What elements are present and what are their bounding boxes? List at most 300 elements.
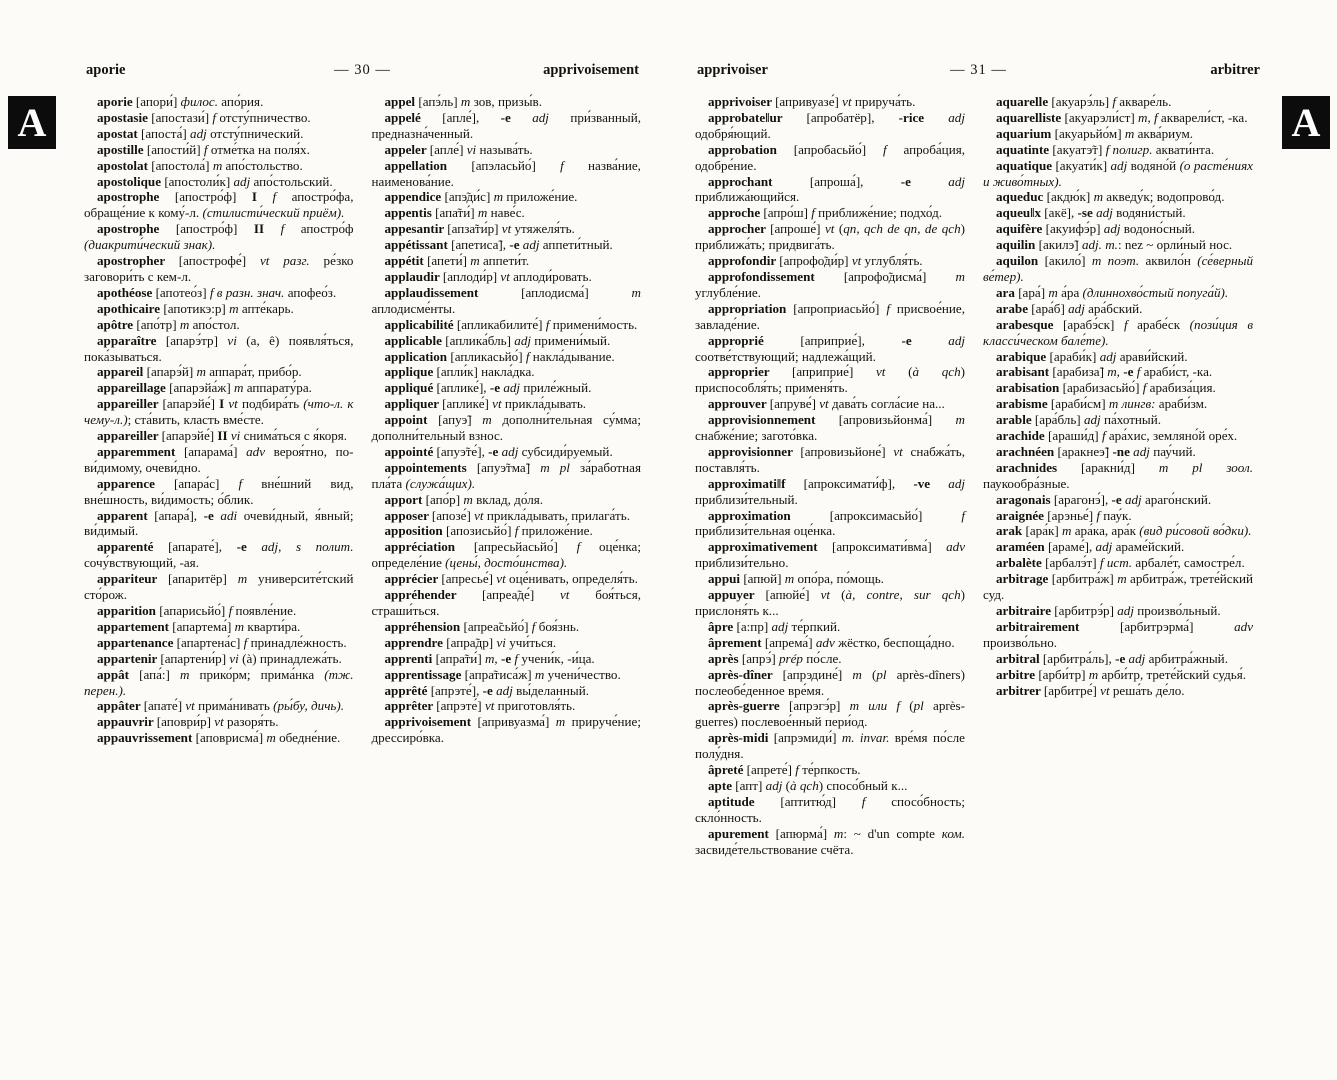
- entry-headword: arak: [996, 523, 1026, 539]
- entry-text: оце́нка; определе́ние: [371, 539, 641, 571]
- dictionary-entry: [695, 539, 965, 571]
- entry-headword: arachide: [996, 428, 1049, 444]
- entry-grammar-label: vt: [819, 396, 832, 412]
- entry-text: арави́йский.: [1119, 348, 1188, 364]
- entry-headword: appliqué: [384, 380, 437, 396]
- entry-text: присвое́ние, завладе́ние.: [695, 300, 965, 332]
- entry-grammar-label: m лингв:: [1108, 396, 1159, 412]
- entry-headword: après-dîner: [708, 666, 783, 682]
- entry-grammar-label: f: [882, 141, 904, 157]
- entry-text: [апрофо̃ди́р]: [779, 253, 852, 269]
- entry-text: [апрема́]: [764, 634, 816, 650]
- entry-text: появле́ние.: [235, 603, 297, 618]
- dictionary-entry: [372, 683, 642, 699]
- dictionary-entry: [983, 492, 1253, 508]
- entry-headword: appareiller: [97, 396, 163, 412]
- dictionary-entry: [372, 508, 642, 524]
- entry-text: наве́с.: [490, 205, 525, 221]
- entry-text: учени́чество.: [547, 666, 621, 682]
- entry-grammar-label: f: [1142, 380, 1150, 396]
- dictionary-entry: [695, 698, 965, 730]
- entry-text: [аплике́]: [442, 396, 493, 412]
- entry-headword: applaudir: [384, 268, 443, 284]
- entry-text: [апликабилите́]: [456, 316, 546, 332]
- entry-headword: apostolique: [97, 173, 165, 189]
- entry-headword: approuver: [708, 396, 770, 412]
- entry-text: спосо́бность; скло́нность.: [695, 793, 965, 825]
- entry-text: [апрэ́]: [741, 650, 779, 666]
- dictionary-entry: [695, 762, 965, 778]
- entry-text: араби́ст, -ка.: [1143, 364, 1213, 380]
- entry-grammar-label: adj: [1083, 412, 1104, 428]
- guide-word-right: arbitrer: [1210, 62, 1260, 78]
- dictionary-entry: [84, 714, 354, 730]
- entry-grammar-label: f: [1096, 507, 1104, 523]
- entry-headword: apprivoisement: [384, 714, 478, 730]
- entry-headword: apposer: [384, 507, 432, 523]
- entry-grammar-label: f: [212, 109, 220, 125]
- dictionary-entry: [695, 253, 965, 269]
- entry-headword: aquifère: [996, 221, 1046, 237]
- text-column: [983, 94, 1253, 858]
- entry-headword: appoint: [384, 412, 439, 428]
- dictionary-entry: [372, 317, 642, 333]
- entry-text: ара́бский.: [1088, 300, 1143, 316]
- entry-grammar-label: m: [955, 412, 965, 428]
- entry-headword: aquilin: [996, 237, 1039, 253]
- entry-text: прируча́ть.: [854, 94, 916, 109]
- page-31-header: [695, 62, 1262, 86]
- guide-word-left: aporie: [86, 62, 126, 78]
- entry-text: акварели́ст, -ка.: [1160, 109, 1248, 125]
- entry-text: [акилэ̃]: [1038, 237, 1082, 253]
- entry-grammar-label: f в разн. знач.: [209, 284, 288, 300]
- entry-grammar-label: adj, s полит.: [261, 539, 354, 555]
- entry-text: [акуарьйо́м]: [1054, 125, 1125, 141]
- entry-text: паукообра́зные.: [983, 475, 1070, 491]
- entry-text: апо́стольство.: [225, 157, 303, 173]
- entry-text: университе́тский сто́рож.: [84, 571, 354, 603]
- entry-text: [апотео́з]: [155, 284, 210, 300]
- entry-headword: arable: [996, 412, 1035, 428]
- entry-text: [акуарэ́ль]: [1051, 94, 1113, 109]
- entry-text: après-guerres) послевое́нный пери́од.: [695, 698, 966, 730]
- entry-text: при́званный, предназна́ченный.: [371, 109, 641, 141]
- entry-grammar-label: adv: [246, 443, 274, 459]
- dictionary-entry: [372, 444, 642, 460]
- letter-tab-right: A: [1282, 96, 1330, 149]
- entry-text: [апра̃тиса́ж]: [464, 666, 535, 682]
- page-31: [695, 62, 1262, 858]
- entry-headword: apostille: [97, 141, 147, 157]
- entry-headword: appendice: [384, 189, 445, 205]
- dictionary-entry: [84, 428, 354, 444]
- entry-headword: apothéose: [97, 284, 156, 300]
- dictionary-entry: [84, 253, 354, 285]
- entry-grammar-label: f: [1123, 316, 1138, 332]
- entry-grammar-label: vi: [227, 332, 247, 348]
- entry-headword: appel: [384, 94, 419, 109]
- entry-text: [ара́б]: [1031, 300, 1069, 316]
- dictionary-entry: [983, 301, 1253, 317]
- entry-headword: apparaître: [97, 332, 166, 348]
- entry-text: [апрэте́]: [436, 698, 485, 714]
- entry-text: [аплике́],: [436, 380, 490, 396]
- entry-headword: appareiller: [97, 428, 162, 444]
- entry-grammar-label: adj: [1095, 539, 1116, 555]
- entry-text: засвиде́тельствование счёта.: [695, 841, 854, 857]
- entry-headword: apprendre: [384, 634, 447, 650]
- entry-headword: -rice: [898, 109, 949, 125]
- dictionary-entry: [983, 110, 1253, 126]
- dictionary-entry: [695, 667, 965, 699]
- entry-text: снабже́ние; загото́вка.: [695, 428, 818, 444]
- entry-text: [ара́бль]: [1034, 412, 1084, 428]
- entry-headword: aragonais: [996, 491, 1054, 507]
- entry-grammar-label: m: [631, 284, 641, 300]
- dictionary-entry: [372, 364, 642, 380]
- entry-grammar-label: (о расте́ниях и живо́тных).: [983, 157, 1253, 189]
- dictionary-entry: [372, 714, 642, 746]
- entry-headword: araméen: [996, 539, 1048, 555]
- text-column: [372, 94, 642, 746]
- dictionary-entry: [695, 444, 965, 476]
- dictionary-entry: [372, 237, 642, 253]
- dictionary-entry: [983, 539, 1253, 555]
- entry-text: аплоди́ровать.: [513, 268, 592, 284]
- entry-headword: appétissant: [384, 237, 452, 253]
- dictionary-entry: [983, 619, 1253, 651]
- dictionary-entry: [695, 205, 965, 221]
- entry-grammar-label: vi: [230, 428, 244, 444]
- entry-grammar-label: f: [514, 523, 522, 539]
- entry-text: принадле́жность.: [250, 634, 347, 650]
- entry-headword: -e: [482, 682, 497, 698]
- entry-text: [араме́],: [1048, 539, 1096, 555]
- dictionary-entry: [695, 221, 965, 253]
- entry-text: прируче́ние; дрессиро́вка.: [371, 714, 641, 746]
- dictionary-entry: [84, 571, 354, 603]
- entry-grammar-label: f: [795, 762, 803, 778]
- entry-headword: aquarium: [996, 125, 1055, 141]
- entry-text: [апрете́]: [746, 762, 796, 778]
- entry-text: ) приспособля́ть; применя́ть.: [695, 364, 965, 396]
- entry-grammar-label: (вид ри́совой во́дки).: [1139, 523, 1252, 539]
- entry-grammar-label: à qch: [790, 777, 819, 793]
- entry-grammar-label: ком.: [941, 825, 966, 841]
- entry-text: (: [785, 777, 791, 793]
- entry-text: аппети́тный.: [542, 237, 613, 253]
- dictionary-entry: [983, 142, 1253, 158]
- entry-headword: appareillage: [97, 380, 170, 396]
- entry-text: [арбитрэ́р]: [1054, 603, 1118, 618]
- entry-grammar-label: m: [493, 189, 507, 205]
- entry-headword: approprier: [708, 364, 793, 380]
- entry-text: апо́стольский.: [253, 173, 333, 189]
- dictionary-entry: [372, 619, 642, 635]
- entry-text: апофео́з.: [287, 284, 337, 300]
- entry-text: [апа̃ти́]: [435, 205, 478, 221]
- entry-text: [араби́к]: [1049, 348, 1100, 364]
- entry-grammar-label: филос.: [180, 94, 222, 109]
- entry-grammar-label: m,: [1107, 364, 1124, 380]
- entry-text: [апроше́]: [770, 221, 825, 237]
- entry-headword: appellation: [384, 157, 472, 173]
- entry-grammar-label: qn, qch de qn, de qch: [843, 221, 961, 237]
- dictionary-entry: [84, 619, 354, 635]
- entry-text: [апробасьйо́]: [793, 141, 883, 157]
- entry-text: [апликасьйо́]: [450, 348, 526, 364]
- entry-grammar-label: adj: [1103, 221, 1124, 237]
- entry-text: боя́знь.: [538, 618, 580, 634]
- dictionary-entry: [695, 476, 965, 508]
- entry-text: отме́тка на поля́х.: [210, 141, 310, 157]
- entry-text: [апровизьйоне́]: [800, 443, 894, 459]
- entry-headword: approvisionner: [708, 443, 801, 459]
- entry-text: аппара́т, прибо́р.: [209, 364, 302, 380]
- entry-text: аплодисме́нты.: [371, 300, 456, 316]
- entry-headword: -e: [1123, 364, 1137, 380]
- entry-grammar-label: m: [196, 364, 210, 380]
- entry-grammar-label: vt: [851, 253, 865, 269]
- entry-text: [апюйе́]: [765, 587, 821, 603]
- entry-text: [апарэйе́]: [162, 396, 220, 412]
- entry-grammar-label: f: [280, 221, 301, 237]
- entry-text: [апровизьйонма́]: [838, 412, 956, 428]
- entry-text: [апара́с]: [174, 475, 239, 491]
- entry-text: (à) принадлежа́ть.: [242, 650, 342, 666]
- dictionary-entry: [372, 94, 642, 110]
- dictionary-entry: [84, 317, 354, 333]
- entry-headword: après-midi: [708, 730, 774, 746]
- dictionary-entry: [695, 794, 965, 826]
- entry-text: апроба́ция, одобре́ние.: [695, 141, 965, 173]
- entry-grammar-label: f: [531, 618, 539, 634]
- dictionary-entry: [84, 476, 354, 508]
- entry-text: [аракнеэ̃]: [1057, 443, 1113, 459]
- dictionary-entry: [695, 396, 965, 412]
- entry-text: снабжа́ть, поставля́ть.: [695, 443, 965, 475]
- entry-headword: approfondir: [708, 253, 780, 269]
- entry-headword: approchant: [708, 173, 810, 189]
- entry-headword: apprivoiser: [708, 94, 776, 109]
- entry-text: (: [909, 698, 914, 714]
- entry-grammar-label: m pl: [540, 459, 581, 475]
- dictionary-entry: [695, 269, 965, 301]
- entry-text: [апуэ̃]: [438, 412, 483, 428]
- entry-grammar-label: adj: [496, 682, 517, 698]
- dictionary-entry: [84, 730, 354, 746]
- dictionary-entry: [372, 412, 642, 444]
- entry-grammar-label: (тж. перен.).: [84, 666, 354, 698]
- entry-headword: II: [217, 428, 231, 444]
- entry-grammar-label: adj: [765, 777, 786, 793]
- text-column: [84, 94, 354, 746]
- entry-text: [апартени́р]: [160, 650, 230, 666]
- entry-text: [апарэ́тр]: [165, 332, 228, 348]
- dictionary-entry: [983, 317, 1253, 349]
- entry-headword: apprêté: [384, 682, 431, 698]
- entry-text: учени́к, -и́ца.: [521, 650, 595, 666]
- entry-text: [апза̃ти́р]: [447, 221, 502, 237]
- entry-text: аквило́н: [1145, 253, 1198, 269]
- entry-grammar-label: adj: [771, 618, 792, 634]
- entry-headword: I: [219, 396, 229, 412]
- entry-text: опо́ра, по́мощь.: [797, 571, 884, 587]
- entry-text: за́работная пла́та: [371, 459, 641, 491]
- entry-text: [апт]: [735, 777, 766, 793]
- dictionary-entry: [983, 94, 1253, 110]
- dictionary-entry: [695, 412, 965, 444]
- entry-headword: apparemment: [97, 443, 184, 459]
- entry-grammar-label: vt: [214, 714, 228, 730]
- entry-text: [апресьйасьйо́]: [473, 539, 577, 555]
- entry-text: снима́ться с я́коря.: [243, 428, 348, 444]
- entry-text: [апоста́]: [141, 125, 191, 141]
- entry-text: произво́льно.: [983, 634, 1058, 650]
- entry-text: (: [838, 221, 844, 237]
- dictionary-entry: [84, 189, 354, 221]
- entry-text: [апозисьйо́]: [446, 523, 515, 539]
- dictionary-entry: [372, 380, 642, 396]
- entry-headword: apport: [384, 491, 426, 507]
- entry-text: оце́нивать, определя́ть.: [509, 571, 638, 587]
- dictionary-entry: [695, 635, 965, 651]
- entry-headword: appartement: [97, 618, 173, 634]
- entry-headword: aptitude: [708, 793, 781, 809]
- dictionary-entry: [983, 603, 1253, 619]
- dictionary-entry: [695, 571, 965, 587]
- dictionary-entry: [84, 539, 354, 571]
- entry-grammar-label: vt: [559, 587, 596, 603]
- dictionary-entry: [695, 730, 965, 762]
- entry-text: акваре́ль.: [1119, 94, 1172, 109]
- entry-headword: appeler: [384, 141, 430, 157]
- entry-grammar-label: adv: [815, 634, 839, 650]
- entry-text: [апресье́]: [441, 571, 497, 587]
- entry-text: [апривуазма́]: [477, 714, 556, 730]
- entry-text: [апострофе́]: [178, 253, 260, 269]
- dictionary-entry: [983, 158, 1253, 190]
- entry-headword: II: [253, 221, 281, 237]
- entry-grammar-label: à qch: [912, 364, 961, 380]
- entry-text: [апарисьйо́]: [159, 603, 229, 618]
- text-column: [695, 94, 965, 858]
- entry-headword: appropriation: [708, 300, 794, 316]
- entry-grammar-label: (се́верный ве́тер).: [983, 253, 1253, 284]
- entry-headword: appauvrir: [97, 714, 157, 730]
- entry-text: вероя́тно, по-ви́димому, очеви́дно.: [84, 443, 354, 475]
- entry-grammar-label: vt: [824, 221, 839, 237]
- entry-text: [акуати́к]: [1055, 157, 1111, 173]
- entry-headword: apparenté: [97, 539, 169, 555]
- entry-headword: -e: [489, 380, 504, 396]
- entry-headword: appesantir: [384, 221, 448, 237]
- entry-text: ; ста́вить, класть вме́сте.: [127, 412, 264, 428]
- entry-grammar-label: adj: [503, 380, 524, 396]
- entry-grammar-label: m: [477, 205, 491, 221]
- entry-grammar-label: (служа́щих).: [405, 475, 476, 491]
- dictionary-entry: [983, 189, 1253, 205]
- dictionary-entry: [983, 523, 1253, 539]
- entry-text: пау́чий.: [1153, 443, 1196, 459]
- entry-headword: appartenance: [97, 634, 177, 650]
- entry-text: [апостоли́к]: [164, 173, 234, 189]
- entry-grammar-label: f: [961, 507, 965, 523]
- dictionary-entry: [983, 412, 1253, 428]
- dictionary-entry: [372, 651, 642, 667]
- entry-headword: appréciation: [384, 539, 474, 555]
- entry-grammar-label: f: [228, 603, 236, 618]
- entry-text: приближе́ние; подхо́д.: [818, 205, 943, 221]
- entry-headword: appareil: [97, 364, 147, 380]
- dictionary-entry: [84, 508, 354, 540]
- entry-headword: applique: [384, 364, 437, 380]
- dictionary-entry: [84, 667, 354, 699]
- page-number: — 30 —: [334, 62, 391, 78]
- entry-text: [аплоди́р]: [442, 268, 501, 284]
- dictionary-entry: [84, 285, 354, 301]
- entry-headword: arabisant: [996, 364, 1053, 380]
- entry-grammar-label: adj: [501, 443, 522, 459]
- entry-text: [апруве́]: [769, 396, 820, 412]
- entry-headword: approximati‖f: [708, 475, 804, 491]
- entry-text: ре́зко заговори́ть с кем-л.: [84, 253, 354, 284]
- dictionary-entry: [695, 301, 965, 333]
- entry-text: [арабэ́ск]: [1063, 316, 1124, 332]
- entry-grammar-label: vt: [501, 221, 515, 237]
- entry-headword: arabisme: [996, 396, 1051, 412]
- entry-text: [апрэгэ́р]: [788, 698, 850, 714]
- entry-grammar-label: f: [1112, 94, 1120, 109]
- entry-text: водяни́стый.: [1116, 205, 1186, 221]
- entry-text: (: [908, 364, 913, 380]
- entry-headword: après: [708, 650, 742, 666]
- entry-grammar-label: adv: [946, 539, 965, 555]
- entry-headword: -e: [236, 539, 262, 555]
- entry-text: пау́к.: [1103, 507, 1132, 523]
- entry-text: углубля́ть.: [864, 253, 923, 269]
- entry-text: углубле́ние.: [695, 284, 761, 300]
- entry-text: апте́карь.: [241, 300, 294, 316]
- entry-headword: apostropher: [97, 253, 179, 269]
- entry-headword: approximativement: [708, 539, 832, 555]
- entry-text: (: [871, 666, 877, 682]
- entry-text: аквати́нта.: [1155, 141, 1215, 157]
- entry-grammar-label: f: [203, 141, 211, 157]
- entry-grammar-label: m: [833, 825, 844, 841]
- entry-text: ) приближа́ть; придвига́ть.: [695, 221, 965, 253]
- entry-grammar-label: m: [460, 94, 474, 109]
- entry-grammar-label: m: [1124, 125, 1138, 141]
- entry-text: [араби́см]: [1050, 396, 1109, 412]
- entry-text: арабиза́ция.: [1149, 380, 1216, 396]
- entry-grammar-label: f: [576, 539, 599, 555]
- entry-grammar-label: pl: [876, 666, 897, 682]
- entry-text: утяжеля́ть.: [514, 221, 575, 237]
- entry-grammar-label: vt: [893, 443, 911, 459]
- entry-headword: appartenir: [97, 650, 161, 666]
- entry-grammar-label: m,: [484, 650, 501, 666]
- entry-grammar-label: f: [560, 157, 589, 173]
- entry-text: [апле́],: [442, 109, 501, 125]
- entry-text: [аповрисма́]: [195, 730, 267, 746]
- entry-text: [аракни́д]: [1081, 459, 1159, 475]
- entry-text: накла́дка.: [481, 364, 535, 380]
- entry-grammar-label: adj: [1110, 157, 1131, 173]
- dictionary-entry: [695, 826, 965, 858]
- entry-headword: apothicaire: [97, 300, 164, 316]
